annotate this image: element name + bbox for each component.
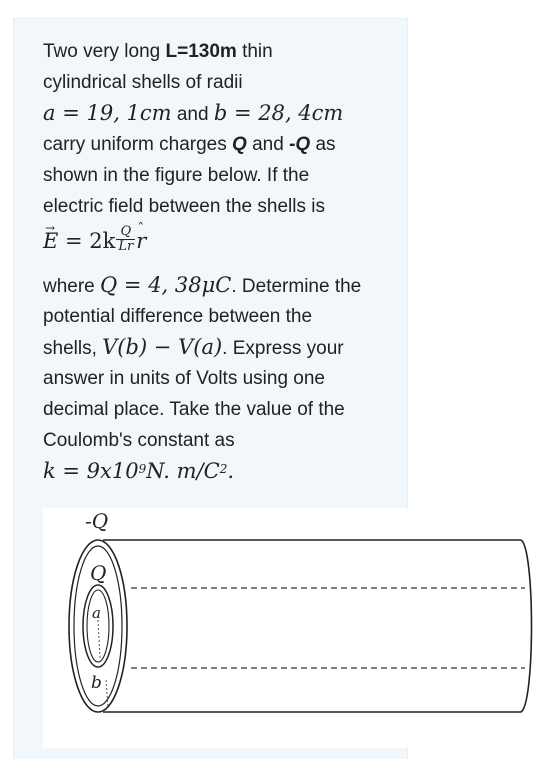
units-exponent: 2 <box>219 462 228 476</box>
line-4 <box>43 129 403 160</box>
radius-a-math: a = 19, 1cm <box>43 101 172 125</box>
coulomb-constant-math <box>43 459 234 483</box>
text-span: Coulomb's constant as <box>43 430 235 451</box>
line-7 <box>43 270 403 301</box>
length-value: L=130m <box>165 41 237 62</box>
problem-text <box>43 36 403 487</box>
fraction-numerator: Q <box>116 225 135 240</box>
line-11 <box>43 394 403 425</box>
unit-vector-r: ˆ r <box>136 226 146 257</box>
charge-neg-q: -Q <box>289 134 311 155</box>
fraction <box>116 225 135 254</box>
line-6 <box>43 191 403 222</box>
text-span: where <box>43 276 101 297</box>
label-b: b <box>91 673 102 693</box>
text-span: decimal place. Take the value of the <box>43 399 345 420</box>
line-2 <box>43 67 403 98</box>
fraction-denominator: Lr <box>118 239 134 255</box>
charge-q: Q <box>232 134 247 155</box>
cylinder-figure <box>43 508 542 748</box>
label-a: a <box>92 604 101 622</box>
k-exponent: 9 <box>138 462 147 476</box>
eq-middle: = 2k <box>58 229 116 253</box>
text-span: Two very long <box>43 41 166 62</box>
k-period: . <box>227 459 235 483</box>
text-span: shown in the figure below. If the <box>43 165 310 186</box>
label-q: Q <box>90 561 107 585</box>
line-12 <box>43 425 403 456</box>
text-span: answer in units of Volts using one <box>43 368 326 389</box>
line-10 <box>43 363 403 394</box>
field-vector-e: → E <box>43 226 58 257</box>
text-span: electric field between the shells is <box>43 196 325 217</box>
text-span: carry uniform charges <box>43 134 233 155</box>
cylinder-diagram <box>43 508 542 748</box>
line-1 <box>43 36 403 67</box>
potential-diff-math: V(b) − V(a) <box>102 335 223 359</box>
label-neg-q: -Q <box>85 509 109 533</box>
line-9 <box>43 332 403 363</box>
field-equation <box>43 222 403 270</box>
text-span: and <box>171 104 214 125</box>
line-8 <box>43 301 403 332</box>
line-5 <box>43 160 403 191</box>
charge-value-math: Q = 4, 38μC <box>100 273 232 297</box>
k-units: N. m/C <box>146 459 220 483</box>
text-span: potential difference between the <box>43 306 313 327</box>
outer-right-cap <box>521 540 532 712</box>
text-span: shells, <box>43 338 103 359</box>
text-span: cylindrical shells of radii <box>43 72 243 93</box>
k-base: k = 9x10 <box>43 459 139 483</box>
text-span: . Determine the <box>231 276 362 297</box>
text-span: and <box>246 134 290 155</box>
radius-b-math: b = 28, 4cm <box>213 101 344 125</box>
text-span: thin <box>236 41 273 62</box>
text-span: . Express your <box>222 338 344 359</box>
line-3 <box>43 98 403 129</box>
text-span: as <box>310 134 336 155</box>
line-13 <box>43 456 403 487</box>
